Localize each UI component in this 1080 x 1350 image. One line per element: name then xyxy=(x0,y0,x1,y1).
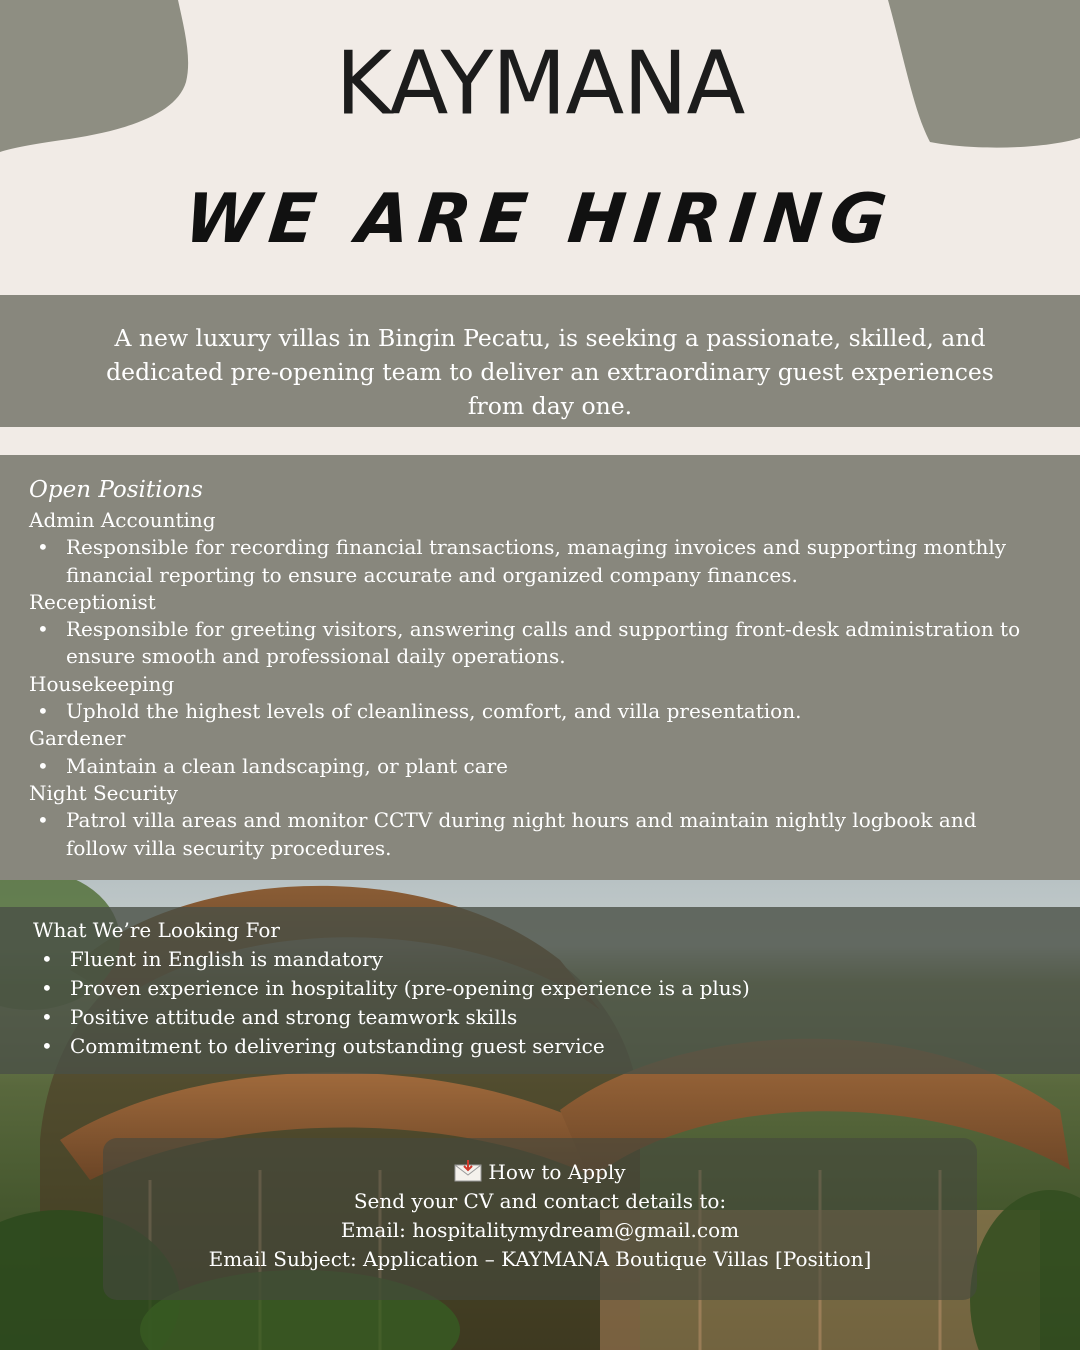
bullet: • xyxy=(41,1034,53,1058)
job-desc-receptionist: • Responsible for greeting visitors, answering calls and supporting front-desk administration to ensure smooth and professional daily operations. xyxy=(37,617,1021,669)
job-title-housekeeping: Housekeeping xyxy=(29,671,175,696)
job-desc-night-security: • Patrol villa areas and monitor CCTV during night hours and maintain nightly logbook and follow villa security procedures. xyxy=(37,808,977,860)
bullet: • xyxy=(37,535,49,560)
bullet: • xyxy=(37,699,49,724)
bullet: • xyxy=(37,808,49,833)
requirement-item: • Fluent in English is mandatory xyxy=(33,945,1033,974)
job-title-night-security: Night Security xyxy=(29,780,178,805)
bullet: • xyxy=(41,947,53,971)
open-positions-title: Open Positions xyxy=(29,477,203,503)
how-to-apply-title: How to Apply xyxy=(488,1160,626,1184)
how-to-apply-box xyxy=(103,1138,977,1300)
bullet: • xyxy=(41,1005,53,1029)
job-title-receptionist: Receptionist xyxy=(29,589,156,614)
bullet: • xyxy=(41,976,53,1000)
job-desc-gardener: • Maintain a clean landscaping, or plant care xyxy=(29,753,1029,780)
how-to-apply-heading xyxy=(103,1158,977,1187)
requirement-item: • Proven experience in hospitality (pre-opening experience is a plus) xyxy=(33,974,1033,1003)
header-section xyxy=(0,0,1080,295)
job-desc-admin-accounting: • Responsible for recording financial transactions, managing invoices and supporting monthly financial reporting to ensure accurate and organized company finances. xyxy=(37,535,1007,587)
apply-instruction: Send your CV and contact details to: xyxy=(353,1189,727,1213)
envelope-icon xyxy=(454,1160,482,1182)
intro-text: A new luxury villas in Bingin Pecatu, is seeking a passionate, skilled, and dedicated pre-opening team to deliver an extraordinary guest experiences from day one. xyxy=(106,324,994,420)
job-title-gardener: Gardener xyxy=(29,726,126,751)
job-title-admin-accounting: Admin Accounting xyxy=(29,508,216,532)
apply-email[interactable]: Email: hospitalitymydream@gmail.com xyxy=(340,1218,740,1242)
requirement-item: • Positive attitude and strong teamwork skills xyxy=(33,1003,1033,1032)
apply-email-subject: Email Subject: Application – KAYMANA Boutique Villas [Position] xyxy=(208,1247,872,1271)
requirements-title: What We’re Looking For xyxy=(33,918,280,942)
requirements-section xyxy=(0,907,1080,1074)
brand-logo: KAYMANA xyxy=(335,33,745,135)
hiring-headline: WE ARE HIRING xyxy=(180,180,900,259)
bullet: • xyxy=(37,753,49,778)
requirement-item: • Commitment to delivering outstanding guest service xyxy=(33,1032,1033,1061)
intro-band xyxy=(0,295,1080,427)
divider-band xyxy=(0,427,1080,455)
job-desc-housekeeping: • Uphold the highest levels of cleanliness, comfort, and villa presentation. xyxy=(29,698,1029,725)
open-positions-section xyxy=(0,455,1080,880)
bullet: • xyxy=(37,617,49,642)
